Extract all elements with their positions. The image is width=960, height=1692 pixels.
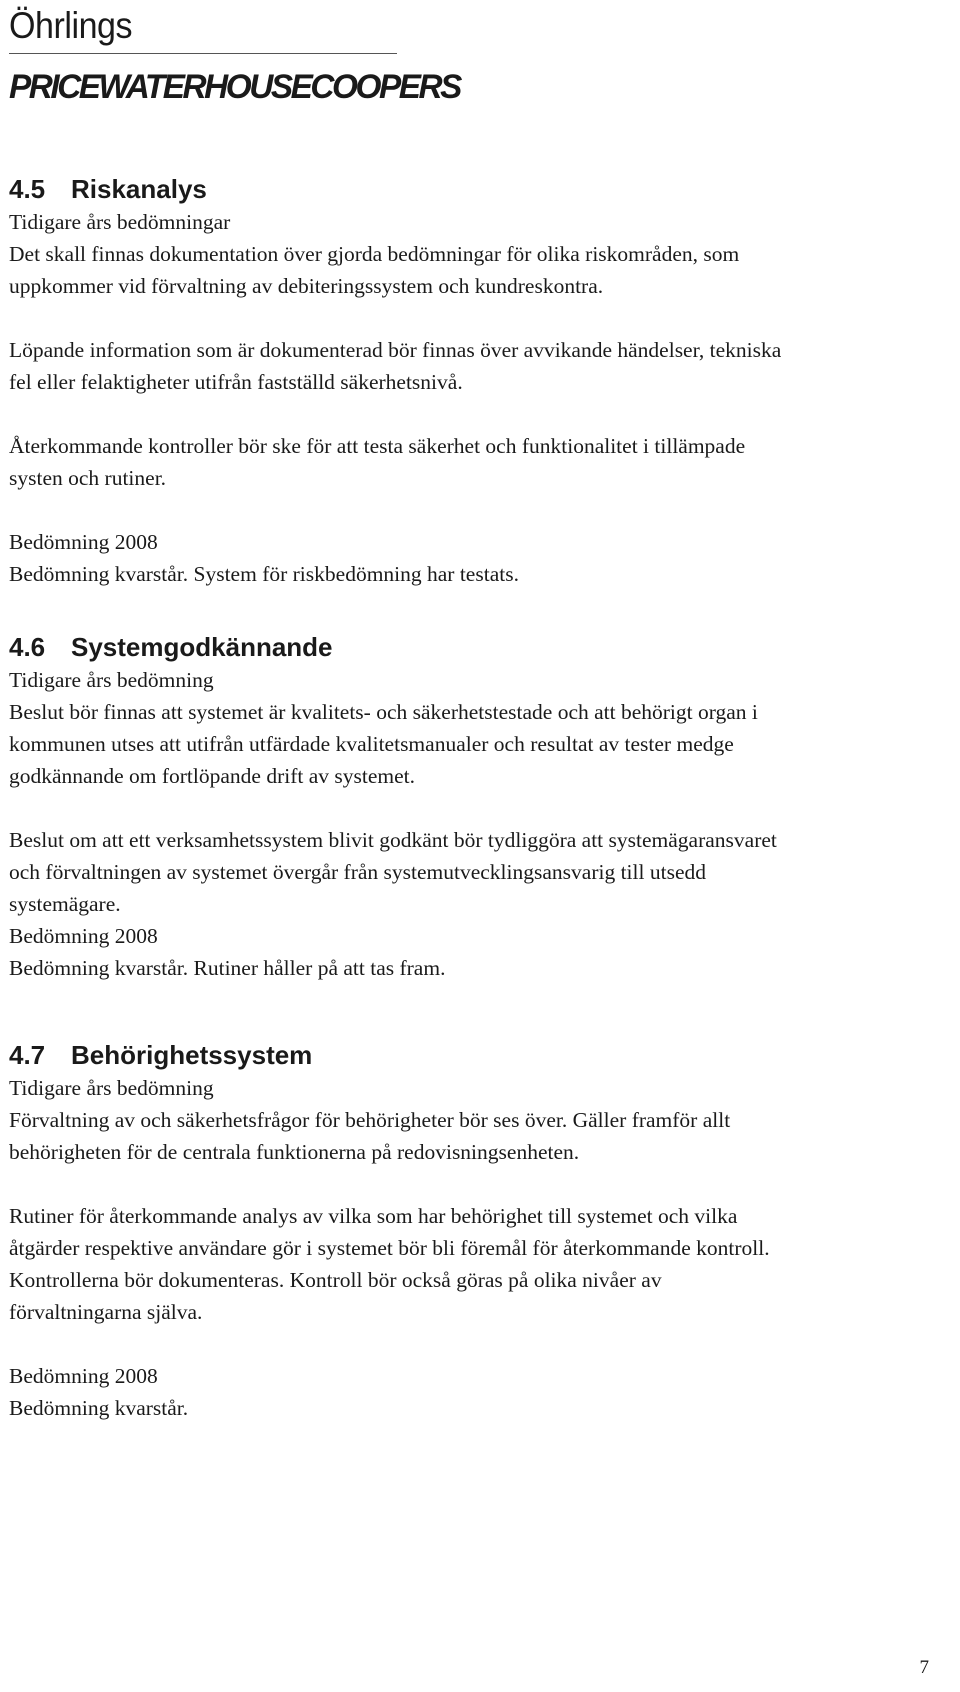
- text-line: Beslut om att ett verksamhetssystem blivit godkänt bör tydliggöra att systemägaransvaret: [9, 828, 777, 852]
- document-header: [9, 4, 460, 110]
- paragraph: [9, 1104, 954, 1168]
- text-line: systemägare.: [9, 892, 121, 916]
- section-riskanalys: [9, 172, 954, 590]
- assessment-heading: Bedömning 2008: [9, 1364, 158, 1388]
- prior-assessment-heading: Tidigare års bedömningar: [9, 210, 231, 234]
- text-line: åtgärder respektive användare gör i systemet bör bli föremål för återkommande kontroll.: [9, 1236, 770, 1260]
- text-line: behörigheten för de centrala funktionerna på redovisningsenheten.: [9, 1140, 580, 1164]
- section-number: 4.6: [9, 632, 46, 662]
- section-heading: [9, 172, 954, 206]
- header-divider: [9, 53, 397, 54]
- text-line: Förvaltning av och säkerhetsfrågor för behörigheter bör ses över. Gäller framför allt: [9, 1108, 731, 1132]
- paragraph: [9, 430, 954, 494]
- firm-logo-text: Öhrlings: [9, 5, 133, 46]
- text-line: Kontrollerna bör dokumenteras. Kontroll bör också göras på olika nivåer av: [9, 1268, 662, 1292]
- section-title: Riskanalys: [71, 174, 207, 204]
- document-body: [9, 172, 954, 1424]
- text-line: och förvaltningen av systemet övergår från systemutvecklingsansvarig till utsedd: [9, 860, 706, 884]
- paragraph: [9, 334, 954, 398]
- network-logo-text: PRICEWATERHOUSECOOPERS: [9, 67, 460, 106]
- section-heading: [9, 630, 954, 664]
- section-title: Behörighetssystem: [71, 1040, 313, 1070]
- section-number: 4.7: [9, 1040, 46, 1070]
- text-line: Återkommande kontroller bör ske för att testa säkerhet och funktionalitet i tillämpade: [9, 434, 746, 458]
- paragraph: [9, 1200, 954, 1328]
- text-line: Rutiner för återkommande analys av vilka som har behörighet till systemet och vilka: [9, 1204, 738, 1228]
- paragraph: [9, 696, 954, 792]
- text-line: Beslut bör finnas att systemet är kvalitets- och säkerhetstestade och att behörigt organ i: [9, 700, 758, 724]
- assessment-text: Bedömning kvarstår. Rutiner håller på att tas fram.: [9, 956, 446, 980]
- prior-assessment-heading: Tidigare års bedömning: [9, 668, 214, 692]
- assessment-heading: Bedömning 2008: [9, 530, 158, 554]
- section-number: 4.5: [9, 174, 46, 204]
- section-heading: [9, 1038, 954, 1072]
- network-logo: [9, 64, 460, 110]
- assessment-heading: Bedömning 2008: [9, 924, 158, 948]
- assessment-text: Bedömning kvarstår.: [9, 1396, 189, 1420]
- text-line: systen och rutiner.: [9, 466, 167, 490]
- text-line: godkännande om fortlöpande drift av systemet.: [9, 764, 416, 788]
- prior-assessment-heading: Tidigare års bedömning: [9, 1076, 214, 1100]
- page-number: 7: [919, 1657, 929, 1678]
- text-line: uppkommer vid förvaltning av debiteringssystem och kundreskontra.: [9, 274, 604, 298]
- text-line: kommunen utses att utifrån utfärdade kvalitetsmanualer och resultat av tester medge: [9, 732, 734, 756]
- section-systemgodkannande: [9, 630, 954, 984]
- paragraph: [9, 824, 954, 920]
- text-line: förvaltningarna själva.: [9, 1300, 203, 1324]
- paragraph: [9, 238, 954, 302]
- assessment-text: Bedömning kvarstår. System för riskbedömning har testats.: [9, 562, 519, 586]
- text-line: Det skall finnas dokumentation över gjorda bedömningar för olika riskområden, som: [9, 242, 740, 266]
- section-behorighetssystem: [9, 1038, 954, 1424]
- text-line: Löpande information som är dokumenterad bör finnas över avvikande händelser, tekniska: [9, 338, 782, 362]
- section-title: Systemgodkännande: [71, 632, 333, 662]
- text-line: fel eller felaktigheter utifrån fastställd säkerhetsnivå.: [9, 370, 463, 394]
